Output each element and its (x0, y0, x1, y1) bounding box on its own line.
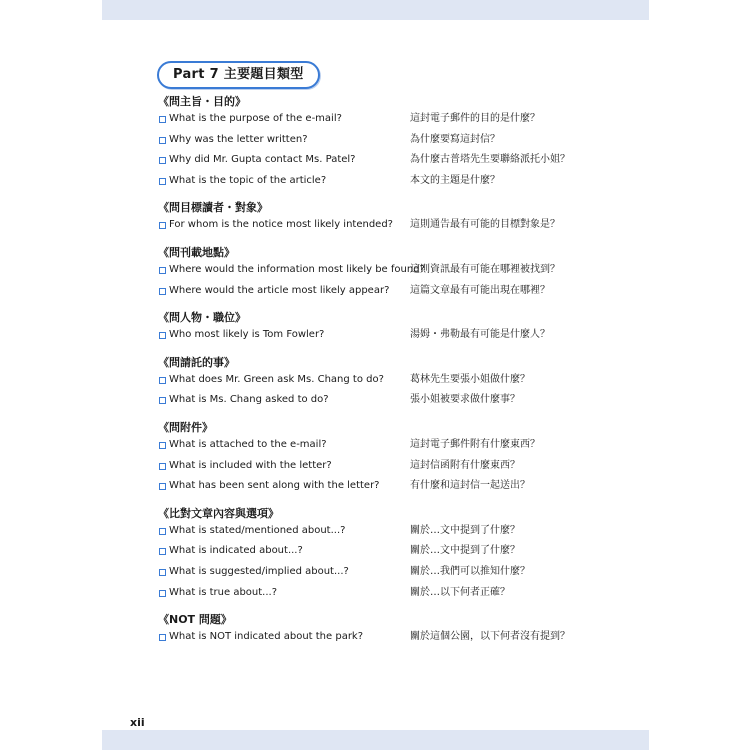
chinese-translation: 這封信函附有什麼東西？ (410, 459, 520, 471)
book-page (102, 0, 649, 750)
section-title: 《問請託的事》 (158, 355, 235, 369)
question-section (158, 613, 638, 648)
checkbox-icon[interactable] (159, 483, 166, 490)
question-section (158, 311, 638, 346)
english-question: What does Mr. Green ask Ms. Chang to do? (169, 373, 384, 385)
english-question: What is the purpose of the e-mail? (169, 113, 342, 124)
chinese-translation: 這篇文章最有可能出現在哪裡？ (410, 284, 550, 296)
section-spacer (158, 191, 638, 201)
english-question: For whom is the notice most likely intended? (169, 219, 393, 231)
question-item (158, 541, 638, 562)
checkbox-icon[interactable] (159, 137, 166, 144)
english-question: What is true about...? (169, 586, 278, 598)
chinese-translation: 關於…我們可以推知什麼？ (410, 565, 530, 577)
chinese-translation: 關於…文中提到了什麼？ (410, 524, 520, 536)
question-item (158, 215, 638, 236)
question-item (158, 109, 638, 130)
section-title: 《問附件》 (158, 420, 213, 434)
part-title: Part 7 主要題目類型 (157, 61, 320, 89)
question-item (158, 521, 638, 542)
section-spacer (158, 497, 638, 507)
chinese-translation: 這則通告最有可能的目標對象是？ (410, 219, 560, 231)
section-spacer (158, 411, 638, 421)
chinese-translation: 葛林先生要張小姐做什麼？ (410, 373, 530, 385)
question-section (158, 246, 638, 301)
english-question: Why was the letter written? (169, 133, 308, 145)
section-spacer (158, 603, 638, 613)
checkbox-icon[interactable] (159, 178, 166, 185)
footer-band (102, 730, 649, 750)
checkbox-icon[interactable] (159, 288, 166, 295)
chinese-translation: 關於…文中提到了什麼？ (410, 545, 520, 557)
question-section (158, 201, 638, 236)
checkbox-icon[interactable] (159, 397, 166, 404)
question-item (158, 260, 638, 281)
chinese-translation: 有什麼和這封信一起送出？ (410, 480, 530, 492)
checkbox-icon[interactable] (159, 222, 166, 229)
question-item (158, 435, 638, 456)
chinese-translation: 關於這個公園，以下何者沒有提到？ (410, 631, 570, 643)
section-spacer (158, 301, 638, 311)
section-spacer (158, 346, 638, 356)
english-question: What is included with the letter? (169, 459, 332, 471)
english-question: What is stated/mentioned about...? (169, 524, 346, 536)
question-item (158, 390, 638, 411)
header-band (102, 0, 649, 20)
checkbox-icon[interactable] (159, 463, 166, 470)
question-item (158, 171, 638, 192)
question-section (158, 356, 638, 411)
question-item (158, 583, 638, 604)
page-number: xii (130, 716, 145, 729)
question-item (158, 150, 638, 171)
chinese-translation: 本文的主題是什麼？ (410, 174, 500, 186)
english-question: What is NOT indicated about the park? (169, 631, 364, 643)
section-title: 《問刊載地點》 (158, 245, 235, 259)
english-question: What is indicated about...? (169, 545, 303, 557)
chinese-translation: 這封電子郵件的目的是什麼？ (410, 113, 540, 124)
checkbox-icon[interactable] (159, 442, 166, 449)
checkbox-icon[interactable] (159, 548, 166, 555)
english-question: Where would the information most likely be found? (169, 263, 425, 275)
question-item (158, 476, 638, 497)
english-question: What is Ms. Chang asked to do? (169, 394, 329, 406)
question-item (158, 281, 638, 302)
question-type-list (158, 95, 638, 648)
question-item (158, 370, 638, 391)
chinese-translation: 這則資訊最有可能在哪裡被找到？ (410, 263, 560, 275)
section-title: 《比對文章內容與選項》 (158, 506, 279, 520)
chinese-translation: 關於…以下何者正確？ (410, 586, 510, 598)
checkbox-icon[interactable] (159, 528, 166, 535)
english-question: Why did Mr. Gupta contact Ms. Patel? (169, 154, 356, 166)
checkbox-icon[interactable] (159, 634, 166, 641)
checkbox-icon[interactable] (159, 377, 166, 384)
question-item (158, 627, 638, 648)
checkbox-icon[interactable] (159, 569, 166, 576)
section-title: 《問主旨・目的》 (158, 95, 246, 108)
chinese-translation: 為什麼要寫這封信？ (410, 133, 500, 145)
chinese-translation: 湯姆・弗勒最有可能是什麼人？ (410, 329, 550, 341)
checkbox-icon[interactable] (159, 267, 166, 274)
question-section (158, 421, 638, 497)
english-question: What has been sent along with the letter? (169, 480, 380, 492)
question-item (158, 562, 638, 583)
english-question: What is attached to the e-mail? (169, 438, 327, 450)
section-title: 《NOT 問題》 (158, 613, 232, 627)
chinese-translation: 為什麼古普塔先生要聯絡派托小姐？ (410, 154, 570, 166)
checkbox-icon[interactable] (159, 116, 166, 123)
question-section (158, 95, 638, 191)
english-question: What is the topic of the article? (169, 174, 327, 186)
chinese-translation: 這封電子郵件附有什麼東西？ (410, 438, 540, 450)
section-title: 《問人物・職位》 (158, 311, 246, 325)
question-item (158, 325, 638, 346)
section-title: 《問目標讀者・對象》 (158, 201, 268, 215)
section-spacer (158, 236, 638, 246)
checkbox-icon[interactable] (159, 157, 166, 164)
checkbox-icon[interactable] (159, 590, 166, 597)
question-item (158, 130, 638, 151)
question-section (158, 507, 638, 603)
checkbox-icon[interactable] (159, 332, 166, 339)
english-question: Who most likely is Tom Fowler? (169, 329, 325, 341)
english-question: Where would the article most likely appear? (169, 284, 390, 296)
english-question: What is suggested/implied about...? (169, 565, 349, 577)
chinese-translation: 張小姐被要求做什麼事？ (410, 394, 520, 406)
question-item (158, 456, 638, 477)
